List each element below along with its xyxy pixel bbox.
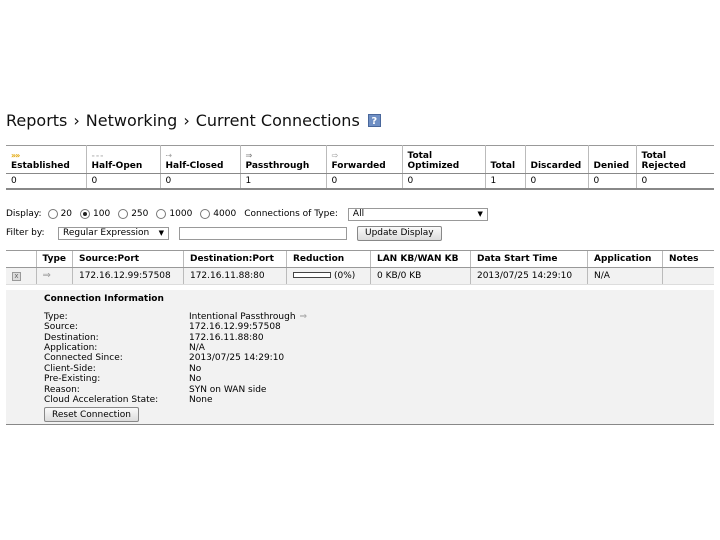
col-header-application[interactable]: Application bbox=[587, 251, 662, 267]
help-icon[interactable]: ? bbox=[368, 114, 381, 127]
summary-value-total-rejected: 0 bbox=[636, 174, 714, 190]
display-label: Display: bbox=[6, 209, 42, 219]
summary-value-passthrough: 1 bbox=[240, 174, 326, 190]
breadcrumb-reports[interactable]: Reports bbox=[6, 111, 68, 130]
radio-button[interactable] bbox=[48, 209, 58, 219]
connections-panel bbox=[6, 250, 714, 425]
display-option-100[interactable]: 100 bbox=[80, 209, 110, 219]
connections-header-row bbox=[6, 251, 714, 267]
summary-header-passthrough: ⇒ Passthrough bbox=[240, 146, 326, 174]
summary-header-denied: Denied bbox=[588, 146, 636, 174]
radio-button[interactable] bbox=[156, 209, 166, 219]
radio-button-checked[interactable] bbox=[80, 209, 90, 219]
row-close-cell bbox=[6, 267, 36, 284]
summary-value-total-optimized: 0 bbox=[402, 174, 485, 190]
passthrough-arrow-icon: ⇒ bbox=[42, 270, 51, 281]
display-option-20[interactable]: 20 bbox=[48, 209, 72, 219]
summary-header-total-optimized: Total Optimized bbox=[402, 146, 485, 174]
filter-row bbox=[6, 226, 714, 240]
row-reduction-text: (0%) bbox=[333, 270, 356, 281]
summary-value-established: 0 bbox=[11, 176, 17, 186]
filter-label: Filter by: bbox=[6, 228, 45, 238]
established-icon: »» bbox=[11, 151, 20, 160]
reduction-bar bbox=[293, 272, 331, 278]
summary-header-row bbox=[6, 146, 714, 174]
detail-row-type: Type: Intentional Passthrough ⇒ bbox=[44, 312, 308, 322]
detail-title: Connection Information bbox=[44, 294, 164, 304]
detail-row-application: Application: N/A bbox=[44, 343, 205, 353]
summary-header-total: Total bbox=[485, 146, 525, 174]
summary-value-half-open: 0 bbox=[86, 174, 160, 190]
display-option-250[interactable]: 250 bbox=[118, 209, 148, 219]
display-option-1000[interactable]: 1000 bbox=[156, 209, 192, 219]
col-header-close bbox=[6, 251, 36, 267]
col-header-start-time[interactable]: Data Start Time bbox=[470, 251, 587, 267]
half-closed-icon: ⇢ bbox=[165, 151, 173, 160]
chevron-down-icon: ▼ bbox=[477, 210, 483, 218]
breadcrumb-separator: › bbox=[183, 111, 190, 130]
summary-header-established: »» Established bbox=[6, 146, 86, 174]
reset-connection-button[interactable]: Reset Connection bbox=[44, 407, 139, 422]
detail-row-client-side: Client-Side: No bbox=[44, 364, 202, 374]
summary-header-half-closed: ⇢ Half-Closed bbox=[160, 146, 240, 174]
row-destination: 172.16.11.88:80 bbox=[183, 267, 286, 284]
summary-header-half-open: --- Half-Open bbox=[86, 146, 160, 174]
display-row bbox=[6, 207, 714, 221]
summary-value-discarded: 0 bbox=[525, 174, 588, 190]
row-reduction-cell bbox=[286, 267, 370, 284]
table-row[interactable] bbox=[6, 267, 714, 284]
col-header-destination[interactable]: Destination:Port bbox=[183, 251, 286, 267]
breadcrumb-separator: › bbox=[73, 111, 80, 130]
row-type-cell bbox=[36, 267, 72, 284]
summary-header-forwarded: ⇨ Forwarded bbox=[326, 146, 402, 174]
connection-type-label: Connections of Type: bbox=[244, 209, 338, 219]
radio-button[interactable] bbox=[118, 209, 128, 219]
passthrough-arrow-icon: ⇒ bbox=[299, 312, 308, 322]
display-option-4000[interactable]: 4000 bbox=[200, 209, 236, 219]
col-header-type[interactable]: Type bbox=[36, 251, 72, 267]
summary-header-total-rejected: Total Rejected bbox=[636, 146, 714, 174]
row-source: 172.16.12.99:57508 bbox=[72, 267, 183, 284]
col-header-source[interactable]: Source:Port bbox=[72, 251, 183, 267]
row-application: N/A bbox=[587, 267, 662, 284]
chevron-down-icon: ▼ bbox=[158, 229, 164, 237]
detail-row-reason: Reason: SYN on WAN side bbox=[44, 385, 267, 395]
connection-summary-table bbox=[6, 145, 714, 190]
half-open-icon: --- bbox=[91, 151, 105, 160]
detail-row-connected-since: Connected Since: 2013/07/25 14:29:10 bbox=[44, 353, 285, 363]
connections-table bbox=[6, 251, 714, 285]
row-start-time: 2013/07/25 14:29:10 bbox=[470, 267, 587, 284]
radio-button[interactable] bbox=[200, 209, 210, 219]
row-lan-wan: 0 KB/0 KB bbox=[370, 267, 470, 284]
breadcrumb-current: Current Connections bbox=[195, 111, 360, 130]
display-controls bbox=[6, 207, 714, 240]
summary-header-discarded: Discarded bbox=[525, 146, 588, 174]
summary-value-forwarded: 0 bbox=[326, 174, 402, 190]
col-header-reduction[interactable]: Reduction bbox=[286, 251, 370, 267]
close-icon[interactable]: x bbox=[12, 272, 21, 281]
filter-type-select[interactable]: Regular Expression ▼ bbox=[58, 227, 169, 240]
update-display-button[interactable]: Update Display bbox=[357, 226, 442, 241]
row-notes bbox=[662, 267, 714, 284]
detail-row-pre-existing: Pre-Existing: No bbox=[44, 374, 202, 384]
detail-row-cloud-acceleration: Cloud Acceleration State: None bbox=[44, 395, 213, 405]
col-header-notes: Notes bbox=[662, 251, 714, 267]
detail-row-source: Source: 172.16.12.99:57508 bbox=[44, 322, 281, 332]
col-header-lan-wan[interactable]: LAN KB/WAN KB bbox=[370, 251, 470, 267]
breadcrumb-networking[interactable]: Networking bbox=[85, 111, 178, 130]
summary-value-half-closed: 0 bbox=[160, 174, 240, 190]
forwarded-icon: ⇨ bbox=[331, 151, 339, 160]
filter-input[interactable] bbox=[179, 227, 347, 240]
passthrough-icon: ⇒ bbox=[245, 151, 253, 160]
connection-type-select[interactable]: All ▼ bbox=[348, 208, 488, 221]
page-title bbox=[6, 111, 381, 130]
detail-row-destination: Destination: 172.16.11.88:80 bbox=[44, 333, 264, 343]
summary-value-row bbox=[6, 174, 714, 190]
connection-detail bbox=[6, 290, 714, 424]
summary-value-total: 1 bbox=[485, 174, 525, 190]
summary-value-denied: 0 bbox=[588, 174, 636, 190]
